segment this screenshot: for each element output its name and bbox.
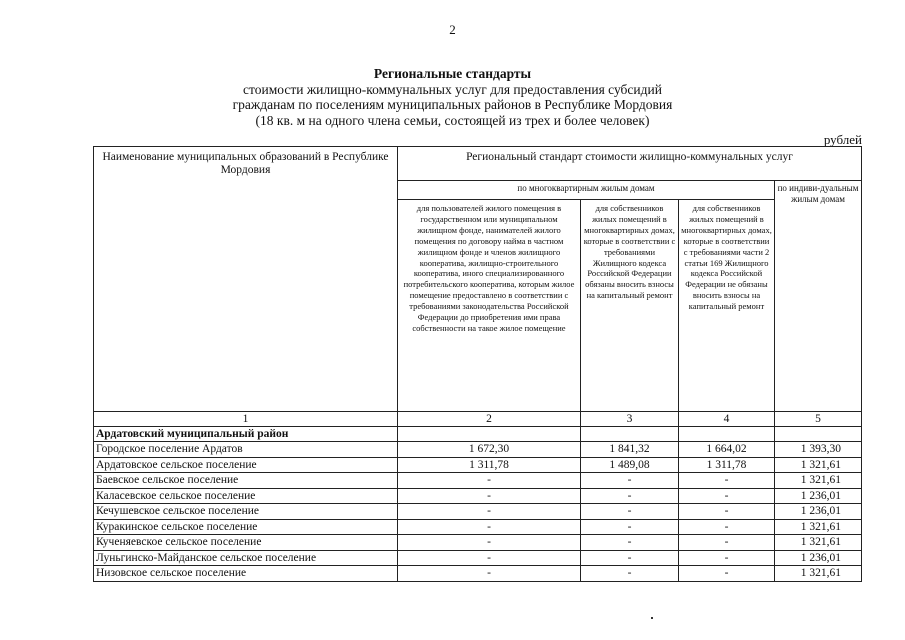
table-row xyxy=(94,535,862,551)
table-row xyxy=(94,550,862,566)
value-col5: 1 393,30 xyxy=(775,442,862,458)
value-col4: 1 311,78 xyxy=(679,457,775,473)
settlement-name: Баевское сельское поселение xyxy=(94,473,398,489)
empty-cell xyxy=(775,427,862,442)
column-number: 2 xyxy=(398,412,581,427)
header-col-users: для пользователей жилого помещения в государственном или муниципальном жилищном фонде, нанимателей жилого помещения по договору найма в частном жилищном фонде и членов жилищного кооператива, жилищно-строительного кооператива, иного специализированного потребительского кооператива, которым жилое помещение предоставлено в соответствии с требованиями законодательства Российской Федерации до приобретения ими права собственности на такое жилое помещение xyxy=(398,200,581,412)
value-col2: - xyxy=(398,488,581,504)
settlement-name: Кечушевское сельское поселение xyxy=(94,504,398,520)
table-row xyxy=(94,473,862,489)
header-individual-houses: по индиви-дуальным жилым домам xyxy=(775,181,862,412)
settlement-name: Куракинское сельское поселение xyxy=(94,519,398,535)
value-col2: - xyxy=(398,504,581,520)
header-col-owners-not-obliged: для собственников жилых помещений в многоквартирных домах, которые в соответствии с требованиями части 2 статьи 169 Жилищного кодекса Российской Федерации не обязаны вносить взносы на капитальный ремонт xyxy=(679,200,775,412)
settlement-name: Каласевское сельское поселение xyxy=(94,488,398,504)
value-col4: - xyxy=(679,550,775,566)
column-number: 3 xyxy=(581,412,679,427)
table-row xyxy=(94,519,862,535)
column-number: 5 xyxy=(775,412,862,427)
value-col5: 1 236,01 xyxy=(775,550,862,566)
value-col4: - xyxy=(679,488,775,504)
table-row xyxy=(94,488,862,504)
settlement-name: Ардатовское сельское поселение xyxy=(94,457,398,473)
value-col5: 1 236,01 xyxy=(775,504,862,520)
value-col4: - xyxy=(679,535,775,551)
title-line-3: гражданам по поселениям муниципальных районов в Республике Мордовия xyxy=(232,97,673,112)
value-col2: 1 311,78 xyxy=(398,457,581,473)
value-col2: - xyxy=(398,550,581,566)
scan-speck xyxy=(651,617,653,619)
value-col3: - xyxy=(581,504,679,520)
value-col2: - xyxy=(398,473,581,489)
page-number: 2 xyxy=(449,22,456,37)
header-municipality-name: Наименование муниципальных образований в Республике Мордовия xyxy=(94,147,398,412)
title-line-1: Региональные стандарты xyxy=(373,66,532,81)
value-col4: - xyxy=(679,473,775,489)
value-col5: 1 321,61 xyxy=(775,473,862,489)
empty-cell xyxy=(398,427,581,442)
column-number: 1 xyxy=(94,412,398,427)
value-col2: - xyxy=(398,535,581,551)
value-col2: - xyxy=(398,519,581,535)
value-col5: 1 321,61 xyxy=(775,457,862,473)
table-row xyxy=(94,504,862,520)
document-title xyxy=(0,66,905,128)
value-col5: 1 321,61 xyxy=(775,535,862,551)
column-numbers-row xyxy=(94,412,862,427)
table-row xyxy=(94,566,862,582)
settlement-name: Низовское сельское поселение xyxy=(94,566,398,582)
value-col3: - xyxy=(581,473,679,489)
value-col3: - xyxy=(581,566,679,582)
empty-cell xyxy=(581,427,679,442)
title-line-4: (18 кв. м на одного члена семьи, состоящей из трех и более человек) xyxy=(255,112,650,128)
value-col4: - xyxy=(679,504,775,520)
title-line-2: стоимости жилищно-коммунальных услуг для предоставления субсидий xyxy=(243,81,662,97)
header-regional-standard: Региональный стандарт стоимости жилищно-коммунальных услуг xyxy=(398,147,862,181)
table-row xyxy=(94,457,862,473)
value-col3: 1 841,32 xyxy=(581,442,679,458)
value-col5: 1 236,01 xyxy=(775,488,862,504)
empty-cell xyxy=(679,427,775,442)
column-number: 4 xyxy=(679,412,775,427)
value-col5: 1 321,61 xyxy=(775,566,862,582)
value-col2: 1 672,30 xyxy=(398,442,581,458)
value-col4: - xyxy=(679,566,775,582)
standards-table xyxy=(93,146,862,582)
value-col3: - xyxy=(581,488,679,504)
value-col4: 1 664,02 xyxy=(679,442,775,458)
district-row xyxy=(94,427,862,442)
district-name: Ардатовский муниципальный район xyxy=(94,427,398,442)
value-col3: - xyxy=(581,519,679,535)
settlement-name: Городское поселение Ардатов xyxy=(94,442,398,458)
header-apartment-buildings: по многоквартирным жилым домам xyxy=(398,181,775,200)
value-col3: 1 489,08 xyxy=(581,457,679,473)
value-col2: - xyxy=(398,566,581,582)
value-col5: 1 321,61 xyxy=(775,519,862,535)
value-col4: - xyxy=(679,519,775,535)
settlement-name: Луньгинско-Майданское сельское поселение xyxy=(94,550,398,566)
settlement-name: Кученяевское сельское поселение xyxy=(94,535,398,551)
header-col-owners-obliged: для собственников жилых помещений в многоквартирных домах, которые в соответствии с требованиями Жилищного кодекса Российской Федерации обязаны вносить взносы на капитальный ремонт xyxy=(581,200,679,412)
value-col3: - xyxy=(581,535,679,551)
currency-unit: рублей xyxy=(823,132,862,147)
value-col3: - xyxy=(581,550,679,566)
table-row xyxy=(94,442,862,458)
